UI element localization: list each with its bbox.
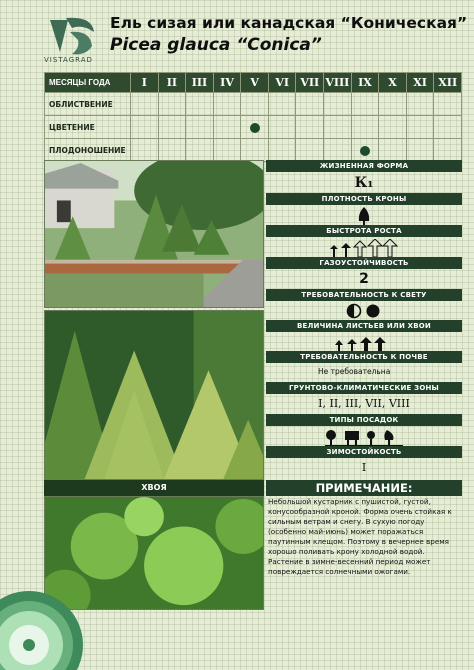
month-5: V	[241, 73, 269, 93]
soil-value: Не требовательна	[318, 367, 391, 376]
note-text: Небольшой кустарник с пушистой, густой, конусообразной кроной. Форма очень стойкая к сильным ветрам и снегу. В сухую погоду (особенно май-июнь) может поражаться паутинным клещом. Поэтому в вечернее время хорошо поливать крону холодной водой. Растение в зимне-весенний период может повреждается солнечными ожогами.	[268, 497, 452, 576]
month-cell	[351, 139, 379, 162]
growth-speed-title: БЫСТРОТА РОСТА	[266, 225, 462, 237]
month-6: VI	[268, 73, 296, 93]
spruce-photo	[44, 310, 264, 480]
phenology-row-label: ОБЛИСТВЕНИЕ	[45, 93, 131, 116]
leaf-size-title: ВЕЛИЧИНА ЛИСТЬЕВ ИЛИ ХВОИ	[266, 320, 462, 332]
months-header-row	[45, 73, 462, 93]
month-7: VII	[296, 73, 324, 93]
growth-arrows-icon	[330, 239, 398, 257]
climate-zones-title: ГРУНТОВО-КЛИМАТИЧЕСКИЕ ЗОНЫ	[266, 382, 462, 394]
month-cell	[186, 139, 214, 162]
month-cell	[379, 139, 407, 162]
month-cell	[213, 139, 241, 162]
months-header-label: МЕСЯЦЫ ГОДА	[45, 73, 131, 93]
month-cell	[351, 93, 379, 116]
month-cell	[158, 116, 186, 139]
phenology-row	[45, 139, 462, 162]
phenology-row-label: ЦВЕТЕНИЕ	[45, 116, 131, 139]
month-cell	[324, 116, 352, 139]
month-cell	[241, 93, 269, 116]
winter-hardiness-value: I	[361, 461, 367, 474]
planting-types-value	[266, 426, 462, 446]
month-cell	[324, 139, 352, 162]
phenology-row	[45, 116, 462, 139]
planting-types-title: ТИПЫ ПОСАДОК	[266, 414, 462, 426]
life-form-title: ЖИЗНЕННАЯ ФОРМА	[266, 160, 462, 172]
month-cell	[158, 139, 186, 162]
logo-text: VISTAGRAD	[44, 56, 93, 64]
month-cell	[268, 93, 296, 116]
light-title: ТРЕБОВАТЕЛЬНОСТЬ К СВЕТУ	[266, 289, 462, 301]
month-cell	[268, 139, 296, 162]
month-cell	[131, 93, 159, 116]
month-8: VIII	[324, 73, 352, 93]
month-9: IX	[351, 73, 379, 93]
page-title: Ель сизая или канадская “Коническая”	[110, 14, 468, 32]
month-cell	[131, 139, 159, 162]
garden-photo	[44, 160, 264, 308]
months-body	[45, 93, 462, 162]
month-1: I	[131, 73, 159, 93]
growth-speed-value	[266, 237, 462, 257]
crown-density-title: ПЛОТНОСТЬ КРОНЫ	[266, 193, 462, 205]
month-2: II	[158, 73, 186, 93]
month-cell	[296, 116, 324, 139]
sun-halfshade-icon	[346, 303, 382, 319]
phenology-row-label: ПЛОДОНОШЕНИЕ	[45, 139, 131, 162]
month-cell	[241, 116, 269, 139]
soil-title: ТРЕБОВАТЕЛЬНОСТЬ К ПОЧВЕ	[266, 351, 462, 363]
months-table	[44, 72, 462, 162]
month-4: IV	[213, 73, 241, 93]
month-cell	[241, 139, 269, 162]
month-cell	[296, 93, 324, 116]
leaf-size-arrows-icon	[334, 336, 394, 352]
latin-name: Picea glauca “Conica”	[110, 35, 322, 55]
vistagrad-logo	[46, 14, 98, 60]
month-cell	[158, 93, 186, 116]
month-cell	[186, 93, 214, 116]
month-cell	[379, 93, 407, 116]
month-11: XI	[406, 73, 434, 93]
phenology-mark-icon	[250, 123, 260, 133]
month-cell	[351, 116, 379, 139]
gas-resistance-title: ГАЗОУСТОЙЧИВОСТЬ	[266, 257, 462, 269]
conifer-crown-icon	[358, 207, 370, 225]
winter-hardiness-title: ЗИМОСТОЙКОСТЬ	[266, 446, 462, 458]
month-cell	[434, 116, 462, 139]
month-cell	[268, 116, 296, 139]
month-cell	[406, 116, 434, 139]
note-title: ПРИМЕЧАНИЕ:	[266, 480, 462, 496]
month-cell	[213, 116, 241, 139]
month-10: X	[379, 73, 407, 93]
gas-resistance-value: 2	[359, 271, 369, 287]
climate-zones-value: I, II, III, VII, VIII	[318, 397, 410, 410]
month-12: XII	[434, 73, 462, 93]
life-form-value: К₁	[354, 175, 374, 191]
decorative-disk-icon	[0, 590, 84, 670]
leaf-size-value	[266, 332, 462, 352]
month-3: III	[186, 73, 214, 93]
light-value	[266, 301, 462, 321]
month-cell	[434, 139, 462, 162]
planting-types-icon	[325, 428, 403, 446]
phenology-mark-icon	[360, 146, 370, 156]
month-cell	[406, 93, 434, 116]
month-cell	[379, 116, 407, 139]
month-cell	[434, 93, 462, 116]
month-cell	[324, 93, 352, 116]
month-cell	[406, 139, 434, 162]
needles-label: ХВОЯ	[44, 480, 264, 496]
month-cell	[296, 139, 324, 162]
crown-density-value	[266, 205, 462, 225]
month-cell	[186, 116, 214, 139]
month-cell	[213, 93, 241, 116]
phenology-row	[45, 93, 462, 116]
month-cell	[131, 116, 159, 139]
